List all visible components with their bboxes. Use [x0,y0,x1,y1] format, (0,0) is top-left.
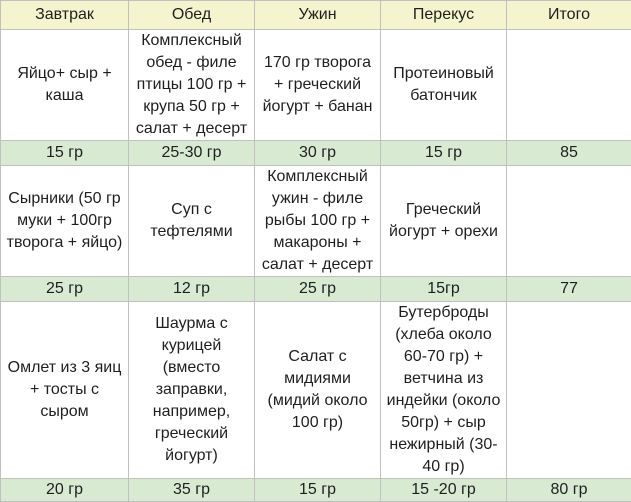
breakfast-cell[interactable]: Сырники (50 гр муки + 100гр творога + яйцо) [1,166,129,277]
total-protein-cell[interactable]: 85 [507,141,631,166]
lunch-cell[interactable]: Суп с тефтелями [129,166,255,277]
total-cell[interactable] [507,302,631,479]
header-breakfast[interactable]: Завтрак [1,1,129,30]
snack-cell[interactable]: Протеиновый батончик [381,30,507,141]
breakfast-protein-cell[interactable]: 25 гр [1,277,129,302]
lunch-protein-cell[interactable]: 12 гр [129,277,255,302]
dinner-cell[interactable]: Комплексный ужин - филе рыбы 100 гр + макароны + салат + десерт [255,166,381,277]
header-row [1,1,631,30]
dinner-protein-cell[interactable]: 15 гр [255,479,381,502]
protein-row-day-1 [1,141,631,166]
header-lunch[interactable]: Обед [129,1,255,30]
header-dinner[interactable]: Ужин [255,1,381,30]
protein-row-day-3 [1,479,631,502]
protein-row-day-2 [1,277,631,302]
snack-protein-cell[interactable]: 15 гр [381,141,507,166]
breakfast-cell[interactable]: Омлет из 3 яиц + тосты с сыром [1,302,129,479]
snack-cell[interactable]: Греческий йогурт + орехи [381,166,507,277]
total-cell[interactable] [507,166,631,277]
meal-row-day-3 [1,302,631,479]
meal-row-day-2 [1,166,631,277]
lunch-cell[interactable]: Комплексный обед - филе птицы 100 гр + крупа 50 гр + салат + десерт [129,30,255,141]
total-cell[interactable] [507,30,631,141]
meal-row-day-1 [1,30,631,141]
lunch-cell[interactable]: Шаурма с курицей (вместо заправки, например, греческий йогурт) [129,302,255,479]
lunch-protein-cell[interactable]: 35 гр [129,479,255,502]
total-protein-cell[interactable]: 77 [507,277,631,302]
snack-protein-cell[interactable]: 15гр [381,277,507,302]
breakfast-cell[interactable]: Яйцо+ сыр + каша [1,30,129,141]
total-protein-cell[interactable]: 80 гр [507,479,631,502]
snack-protein-cell[interactable]: 15 -20 гр [381,479,507,502]
breakfast-protein-cell[interactable]: 15 гр [1,141,129,166]
dinner-protein-cell[interactable]: 30 гр [255,141,381,166]
snack-cell[interactable]: Бутерброды (хлеба около 60-70 гр) + ветчина из индейки (около 50гр) + сыр нежирный (30-40 гр) [381,302,507,479]
header-total[interactable]: Итого [507,1,631,30]
dinner-protein-cell[interactable]: 25 гр [255,277,381,302]
dinner-cell[interactable]: 170 гр творога + греческий йогурт + банан [255,30,381,141]
lunch-protein-cell[interactable]: 25-30 гр [129,141,255,166]
header-snack[interactable]: Перекус [381,1,507,30]
dinner-cell[interactable]: Салат с мидиями (мидий около 100 гр) [255,302,381,479]
breakfast-protein-cell[interactable]: 20 гр [1,479,129,502]
